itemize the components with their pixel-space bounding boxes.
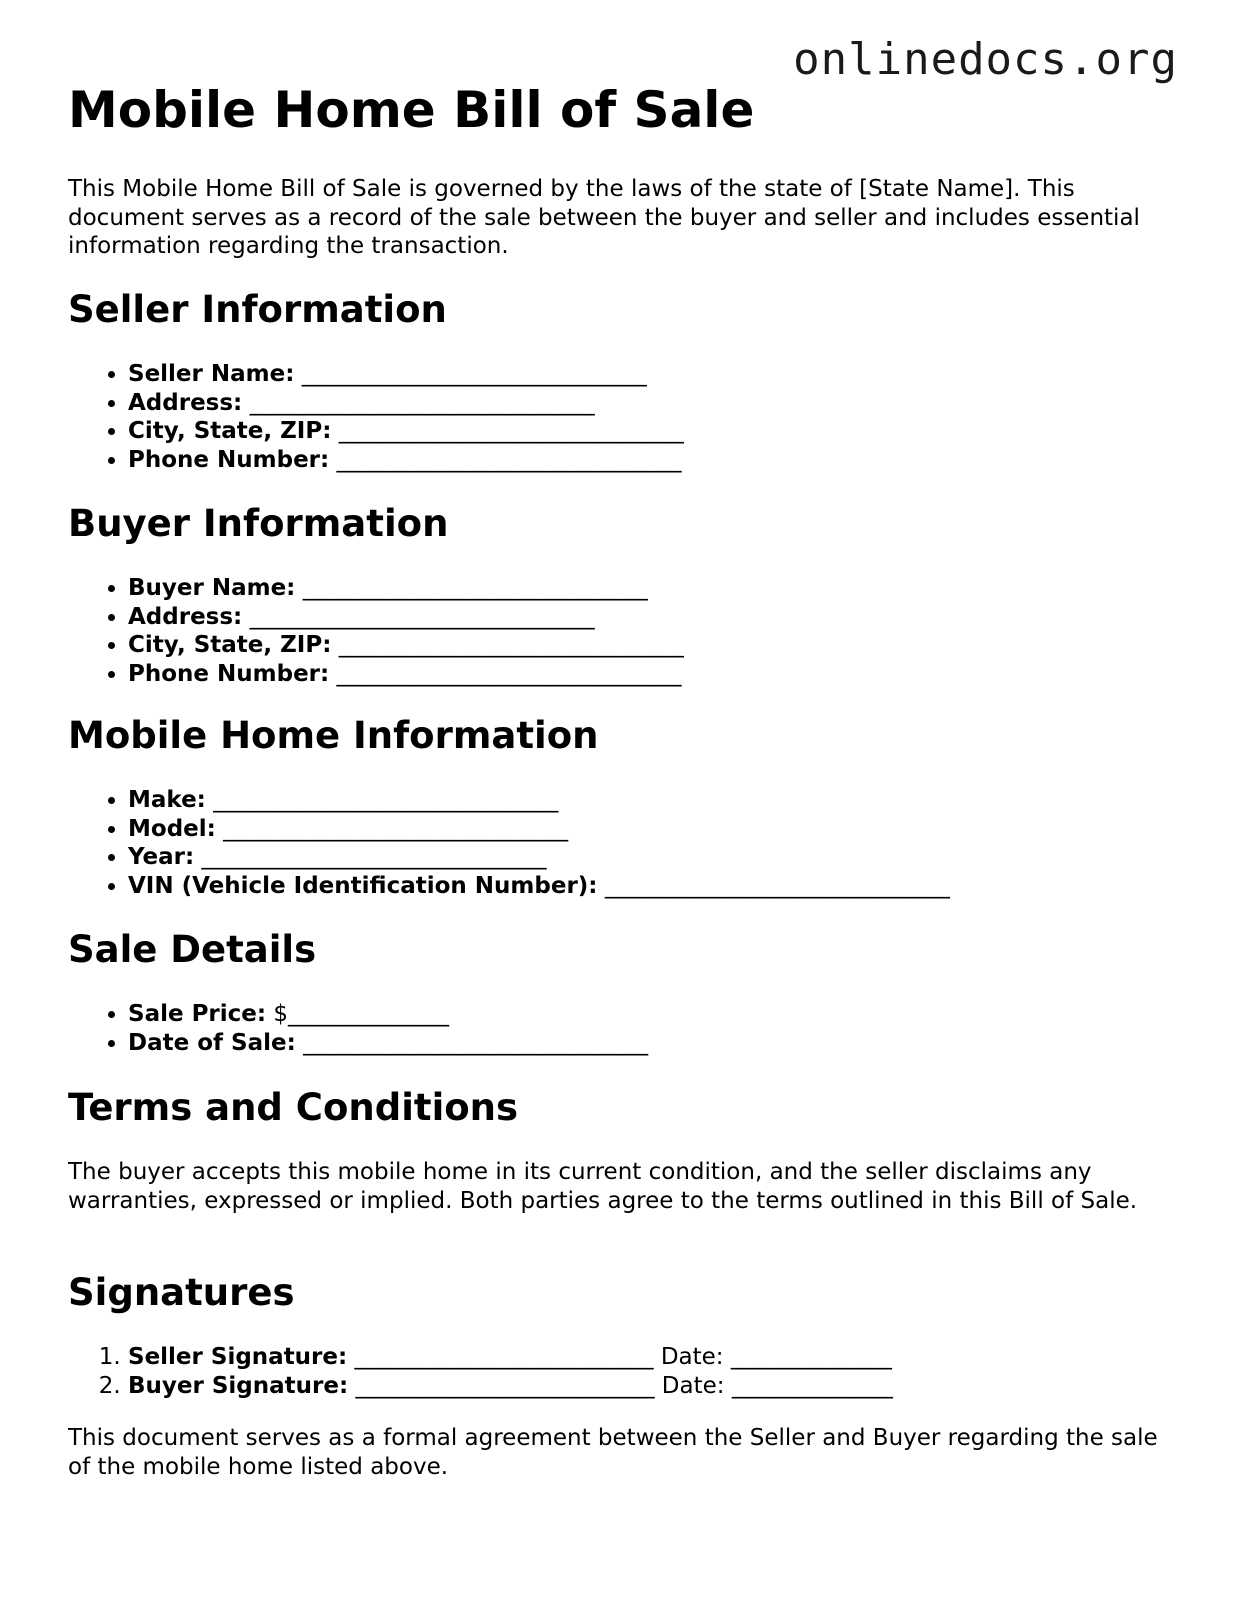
blank-line: __________________________ [355,1372,655,1399]
blank-line: ______________________________ [303,1029,649,1056]
seller-list [68,360,684,474]
field-label: Address: [128,389,243,416]
blank-line: ______________________________ [338,632,684,658]
list-item [128,815,950,844]
blank-line: ______________________________ [338,418,684,444]
blank-line: __________________________ [354,1344,654,1370]
date-blank-line: ______________ [730,1344,892,1370]
seller-heading: Seller Information [68,288,447,331]
list-item [128,574,684,603]
field-label: Phone Number: [128,660,330,687]
blank-line: ______________________________ [223,815,569,842]
field-label: VIN (Vehicle Identification Number): [128,872,598,899]
field-label: Buyer Signature: [128,1372,349,1399]
list-item [128,1343,893,1372]
blank-line: ______________________________ [249,389,595,416]
blank-line: ______________________________ [213,787,559,813]
field-label: Model: [128,815,216,842]
list-item [128,631,684,660]
list-item [128,389,684,418]
home-list [68,786,950,900]
blank-line: $______________ [273,1001,450,1027]
buyer-list [68,574,684,688]
blank-line: ______________________________ [201,844,547,870]
buyer-heading: Buyer Information [68,502,449,545]
intro-paragraph: This Mobile Home Bill of Sale is governed by the laws of the state of [State Name]. This document serves as a record of the sale between the buyer and seller and includes essential information regarding the transaction. [68,176,1140,259]
blank-line: ______________________________ [302,575,648,601]
list-item [128,660,684,689]
blank-line: ______________________________ [249,603,595,630]
list-item [128,417,684,446]
field-label: Seller Name: [128,361,295,387]
list-item [128,1000,648,1029]
list-item [128,1372,893,1401]
blank-line: ______________________________ [336,660,682,687]
terms-heading: Terms and Conditions [68,1086,519,1129]
sale-list [68,1000,648,1057]
signatures-heading: Signatures [68,1271,295,1314]
field-label: Date of Sale: [128,1029,296,1056]
blank-line: ______________________________ [336,446,682,473]
watermark: onlinedocs.org [793,34,1178,85]
field-label: Year: [128,844,195,870]
blank-line: ______________________________ [604,872,950,899]
list-item [128,1029,648,1058]
list-item [128,603,684,632]
field-label: Sale Price: [128,1001,267,1027]
field-label: Buyer Name: [128,575,296,601]
home-heading: Mobile Home Information [68,714,599,757]
blank-line: ______________________________ [301,361,647,387]
list-item [128,843,950,872]
field-label: Phone Number: [128,446,330,473]
list-item [128,360,684,389]
terms-paragraph: The buyer accepts this mobile home in its current condition, and the seller disclaims any warranties, expressed or implied. Both parties agree to the terms outlined in this Bill of Sale. [68,1159,1138,1214]
date-blank-line: ______________ [731,1372,893,1399]
signatures-list [68,1343,893,1400]
date-label: Date: [661,1372,725,1399]
closing-paragraph: This document serves as a formal agreement between the Seller and Buyer regarding the sale of the mobile home listed above. [68,1425,1158,1480]
field-label: Address: [128,603,243,630]
list-item [128,872,950,901]
document-title: Mobile Home Bill of Sale [68,81,755,139]
list-item [128,786,950,815]
field-label: City, State, ZIP: [128,418,332,444]
list-item [128,446,684,475]
field-label: Seller Signature: [128,1344,348,1370]
date-label: Date: [660,1344,724,1370]
field-label: Make: [128,787,206,813]
field-label: City, State, ZIP: [128,632,332,658]
sale-heading: Sale Details [68,928,317,971]
